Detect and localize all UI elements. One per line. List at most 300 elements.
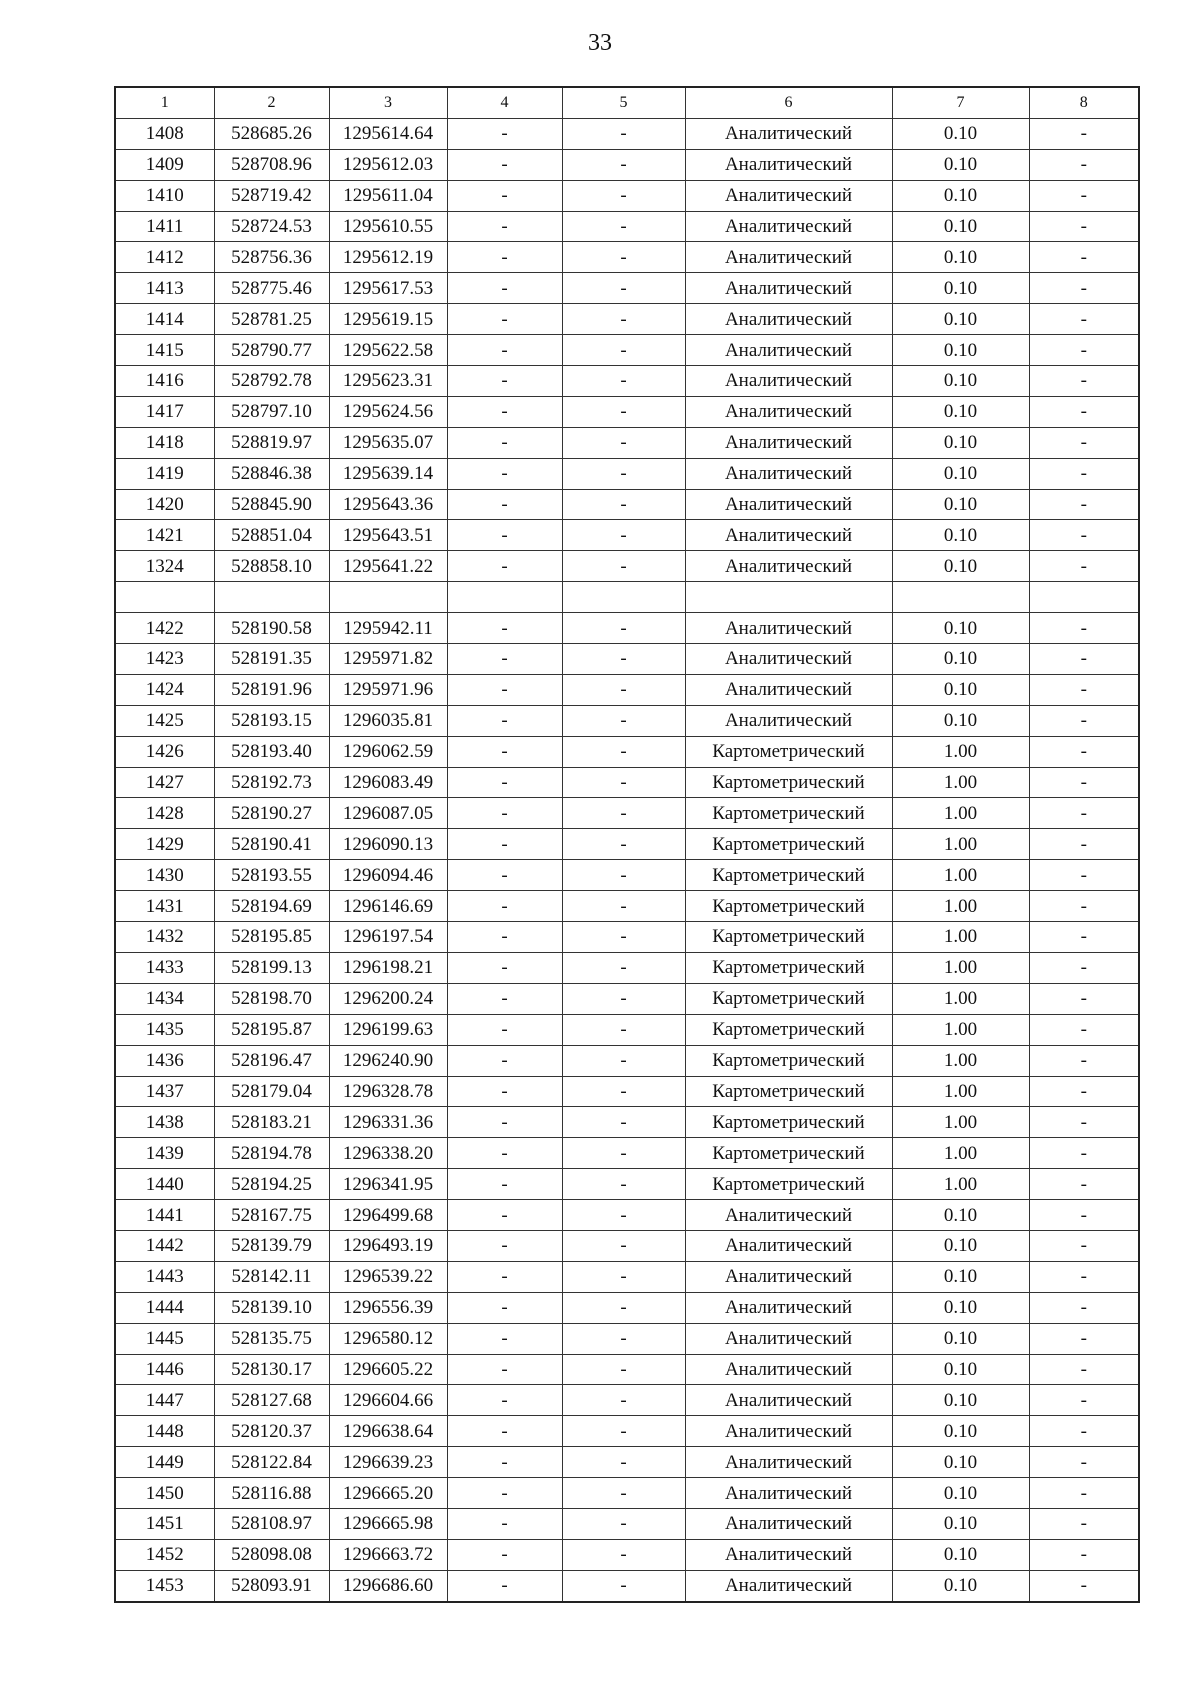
cell-col-8-value: -	[1029, 798, 1139, 829]
cell-col-5-value: -	[562, 1354, 685, 1385]
cell-col-5-value: -	[562, 1447, 685, 1478]
cell-method: Аналитический	[685, 1508, 892, 1539]
cell-x-coordinate: 528724.53	[214, 211, 329, 242]
cell-accuracy: 0.10	[892, 520, 1029, 551]
cell-col-8-value: -	[1029, 273, 1139, 304]
cell-accuracy: 0.10	[892, 273, 1029, 304]
cell-method: Картометрический	[685, 798, 892, 829]
cell-col-5-value: -	[562, 273, 685, 304]
table-row	[115, 1138, 1139, 1169]
cell-accuracy: 1.00	[892, 1014, 1029, 1045]
cell-col-4-value: -	[447, 273, 562, 304]
cell-accuracy: 0.10	[892, 1570, 1029, 1601]
cell-point-number: 1453	[115, 1570, 214, 1601]
table-row	[115, 273, 1139, 304]
cell-method: Аналитический	[685, 396, 892, 427]
cell-col-8-value: -	[1029, 1045, 1139, 1076]
cell-col-8-value: -	[1029, 705, 1139, 736]
cell-accuracy: 0.10	[892, 1354, 1029, 1385]
cell-col-5-value: -	[562, 644, 685, 675]
cell-col-5-value: -	[562, 489, 685, 520]
cell-point-number: 1447	[115, 1385, 214, 1416]
cell-x-coordinate: 528756.36	[214, 242, 329, 273]
column-header-6: 6	[685, 87, 892, 118]
cell-method: Картометрический	[685, 922, 892, 953]
cell-col-8-value: -	[1029, 1200, 1139, 1231]
cell-accuracy: 0.10	[892, 489, 1029, 520]
cell-method: Картометрический	[685, 952, 892, 983]
cell-x-coordinate	[214, 582, 329, 613]
table-row	[115, 149, 1139, 180]
cell-x-coordinate: 528775.46	[214, 273, 329, 304]
cell-accuracy: 1.00	[892, 860, 1029, 891]
table-row	[115, 1076, 1139, 1107]
cell-accuracy: 0.10	[892, 1416, 1029, 1447]
cell-accuracy: 1.00	[892, 1107, 1029, 1138]
cell-col-5-value: -	[562, 396, 685, 427]
table-row	[115, 1014, 1139, 1045]
cell-col-4-value: -	[447, 767, 562, 798]
cell-method	[685, 582, 892, 613]
cell-accuracy: 0.10	[892, 1230, 1029, 1261]
cell-col-8-value: -	[1029, 551, 1139, 582]
cell-col-5-value: -	[562, 767, 685, 798]
cell-x-coordinate: 528191.35	[214, 644, 329, 675]
cell-col-5-value: -	[562, 118, 685, 149]
cell-x-coordinate: 528193.55	[214, 860, 329, 891]
table-row	[115, 1230, 1139, 1261]
table-row	[115, 952, 1139, 983]
cell-point-number: 1449	[115, 1447, 214, 1478]
cell-col-5-value: -	[562, 335, 685, 366]
cell-accuracy: 0.10	[892, 458, 1029, 489]
cell-col-4-value: -	[447, 1076, 562, 1107]
table-row	[115, 1385, 1139, 1416]
cell-col-5-value: -	[562, 1014, 685, 1045]
cell-point-number: 1414	[115, 304, 214, 335]
cell-x-coordinate: 528851.04	[214, 520, 329, 551]
cell-x-coordinate: 528685.26	[214, 118, 329, 149]
cell-col-8-value: -	[1029, 458, 1139, 489]
cell-col-8-value: -	[1029, 1169, 1139, 1200]
cell-col-8-value: -	[1029, 1385, 1139, 1416]
cell-point-number: 1435	[115, 1014, 214, 1045]
cell-point-number: 1421	[115, 520, 214, 551]
cell-method: Аналитический	[685, 149, 892, 180]
cell-col-8-value: -	[1029, 1107, 1139, 1138]
cell-accuracy: 0.10	[892, 118, 1029, 149]
cell-x-coordinate: 528797.10	[214, 396, 329, 427]
cell-x-coordinate: 528194.25	[214, 1169, 329, 1200]
table-row	[115, 767, 1139, 798]
cell-col-5-value: -	[562, 458, 685, 489]
cell-col-5-value: -	[562, 798, 685, 829]
cell-x-coordinate: 528130.17	[214, 1354, 329, 1385]
cell-y-coordinate: 1295942.11	[329, 613, 447, 644]
cell-point-number: 1420	[115, 489, 214, 520]
cell-y-coordinate: 1296341.95	[329, 1169, 447, 1200]
cell-method: Картометрический	[685, 1076, 892, 1107]
cell-x-coordinate: 528135.75	[214, 1323, 329, 1354]
cell-point-number: 1413	[115, 273, 214, 304]
cell-y-coordinate: 1295619.15	[329, 304, 447, 335]
cell-col-5-value: -	[562, 149, 685, 180]
cell-col-8-value: -	[1029, 1416, 1139, 1447]
cell-col-5-value: -	[562, 922, 685, 953]
cell-x-coordinate: 528708.96	[214, 149, 329, 180]
cell-method: Аналитический	[685, 273, 892, 304]
table-row	[115, 1261, 1139, 1292]
cell-y-coordinate: 1295610.55	[329, 211, 447, 242]
cell-point-number: 1408	[115, 118, 214, 149]
cell-col-5-value: -	[562, 705, 685, 736]
cell-y-coordinate: 1296328.78	[329, 1076, 447, 1107]
cell-point-number: 1422	[115, 613, 214, 644]
cell-col-4-value: -	[447, 1292, 562, 1323]
cell-point-number: 1427	[115, 767, 214, 798]
table-row	[115, 520, 1139, 551]
cell-x-coordinate: 528195.87	[214, 1014, 329, 1045]
cell-col-8-value: -	[1029, 1138, 1139, 1169]
cell-y-coordinate: 1296556.39	[329, 1292, 447, 1323]
cell-accuracy: 0.10	[892, 705, 1029, 736]
cell-col-5-value	[562, 582, 685, 613]
cell-col-4-value: -	[447, 366, 562, 397]
table-row	[115, 118, 1139, 149]
cell-col-4-value: -	[447, 891, 562, 922]
cell-point-number: 1324	[115, 551, 214, 582]
cell-point-number: 1448	[115, 1416, 214, 1447]
cell-col-8-value: -	[1029, 829, 1139, 860]
cell-col-5-value: -	[562, 1138, 685, 1169]
table-row	[115, 1200, 1139, 1231]
cell-col-5-value: -	[562, 427, 685, 458]
cell-x-coordinate: 528719.42	[214, 180, 329, 211]
cell-x-coordinate: 528142.11	[214, 1261, 329, 1292]
cell-col-8-value: -	[1029, 891, 1139, 922]
cell-y-coordinate: 1296539.22	[329, 1261, 447, 1292]
cell-col-8-value: -	[1029, 520, 1139, 551]
cell-col-4-value: -	[447, 1230, 562, 1261]
cell-y-coordinate: 1295614.64	[329, 118, 447, 149]
cell-accuracy: 0.10	[892, 1539, 1029, 1570]
cell-y-coordinate: 1296493.19	[329, 1230, 447, 1261]
cell-y-coordinate: 1296197.54	[329, 922, 447, 953]
cell-method: Аналитический	[685, 366, 892, 397]
cell-accuracy: 1.00	[892, 922, 1029, 953]
cell-col-4-value: -	[447, 118, 562, 149]
table-row	[115, 1570, 1139, 1601]
cell-col-8-value: -	[1029, 1292, 1139, 1323]
cell-point-number: 1452	[115, 1539, 214, 1570]
cell-col-8-value: -	[1029, 304, 1139, 335]
column-header-8: 8	[1029, 87, 1139, 118]
cell-x-coordinate: 528194.78	[214, 1138, 329, 1169]
cell-point-number: 1426	[115, 736, 214, 767]
cell-y-coordinate: 1296090.13	[329, 829, 447, 860]
cell-accuracy: 0.10	[892, 674, 1029, 705]
cell-y-coordinate: 1296094.46	[329, 860, 447, 891]
table-row	[115, 211, 1139, 242]
cell-accuracy: 0.10	[892, 304, 1029, 335]
cell-col-5-value: -	[562, 1385, 685, 1416]
cell-method: Аналитический	[685, 1292, 892, 1323]
cell-method: Аналитический	[685, 551, 892, 582]
cell-point-number: 1442	[115, 1230, 214, 1261]
cell-y-coordinate: 1295611.04	[329, 180, 447, 211]
cell-x-coordinate: 528120.37	[214, 1416, 329, 1447]
cell-col-5-value: -	[562, 1169, 685, 1200]
cell-col-8-value: -	[1029, 489, 1139, 520]
cell-col-8-value: -	[1029, 211, 1139, 242]
cell-accuracy: 0.10	[892, 335, 1029, 366]
cell-col-5-value: -	[562, 1261, 685, 1292]
cell-col-4-value: -	[447, 952, 562, 983]
cell-col-5-value: -	[562, 829, 685, 860]
column-header-2: 2	[214, 87, 329, 118]
cell-accuracy	[892, 582, 1029, 613]
cell-col-4-value: -	[447, 1045, 562, 1076]
cell-method: Аналитический	[685, 1230, 892, 1261]
cell-y-coordinate: 1296605.22	[329, 1354, 447, 1385]
cell-x-coordinate: 528819.97	[214, 427, 329, 458]
cell-y-coordinate: 1296062.59	[329, 736, 447, 767]
cell-accuracy: 0.10	[892, 644, 1029, 675]
table-row	[115, 489, 1139, 520]
cell-y-coordinate: 1296331.36	[329, 1107, 447, 1138]
cell-col-5-value: -	[562, 1478, 685, 1509]
cell-x-coordinate: 528139.79	[214, 1230, 329, 1261]
cell-y-coordinate: 1296686.60	[329, 1570, 447, 1601]
table-row	[115, 736, 1139, 767]
cell-col-8-value: -	[1029, 1323, 1139, 1354]
cell-col-5-value: -	[562, 983, 685, 1014]
cell-col-5-value: -	[562, 891, 685, 922]
cell-col-4-value: -	[447, 674, 562, 705]
cell-x-coordinate: 528093.91	[214, 1570, 329, 1601]
cell-col-4-value: -	[447, 396, 562, 427]
cell-col-4-value: -	[447, 829, 562, 860]
cell-col-4-value: -	[447, 1200, 562, 1231]
cell-point-number: 1415	[115, 335, 214, 366]
cell-x-coordinate: 528190.41	[214, 829, 329, 860]
cell-col-8-value: -	[1029, 1230, 1139, 1261]
cell-method: Аналитический	[685, 427, 892, 458]
cell-col-5-value: -	[562, 736, 685, 767]
cell-col-4-value: -	[447, 1354, 562, 1385]
column-header-4: 4	[447, 87, 562, 118]
cell-method: Аналитический	[685, 1323, 892, 1354]
cell-col-8-value: -	[1029, 1478, 1139, 1509]
cell-y-coordinate: 1296240.90	[329, 1045, 447, 1076]
table-row	[115, 1447, 1139, 1478]
cell-x-coordinate: 528122.84	[214, 1447, 329, 1478]
cell-col-5-value: -	[562, 1539, 685, 1570]
cell-accuracy: 0.10	[892, 211, 1029, 242]
cell-point-number: 1411	[115, 211, 214, 242]
cell-col-8-value: -	[1029, 1508, 1139, 1539]
cell-method: Аналитический	[685, 1261, 892, 1292]
cell-col-4-value: -	[447, 1169, 562, 1200]
cell-y-coordinate: 1295623.31	[329, 366, 447, 397]
cell-x-coordinate: 528198.70	[214, 983, 329, 1014]
cell-col-4-value: -	[447, 1508, 562, 1539]
cell-point-number: 1409	[115, 149, 214, 180]
cell-accuracy: 1.00	[892, 1045, 1029, 1076]
cell-x-coordinate: 528199.13	[214, 952, 329, 983]
cell-y-coordinate	[329, 582, 447, 613]
table-row	[115, 1478, 1139, 1509]
cell-x-coordinate: 528196.47	[214, 1045, 329, 1076]
cell-point-number: 1439	[115, 1138, 214, 1169]
cell-y-coordinate: 1295622.58	[329, 335, 447, 366]
cell-accuracy: 0.10	[892, 551, 1029, 582]
cell-accuracy: 0.10	[892, 366, 1029, 397]
table-row	[115, 1354, 1139, 1385]
cell-accuracy: 0.10	[892, 427, 1029, 458]
cell-method: Картометрический	[685, 767, 892, 798]
cell-col-5-value: -	[562, 180, 685, 211]
cell-col-8-value: -	[1029, 860, 1139, 891]
cell-col-8-value: -	[1029, 922, 1139, 953]
cell-y-coordinate: 1296499.68	[329, 1200, 447, 1231]
cell-x-coordinate: 528139.10	[214, 1292, 329, 1323]
cell-col-4-value: -	[447, 1107, 562, 1138]
cell-col-8-value: -	[1029, 180, 1139, 211]
cell-accuracy: 1.00	[892, 1138, 1029, 1169]
table-row	[115, 922, 1139, 953]
cell-col-4-value: -	[447, 458, 562, 489]
table-row	[115, 1323, 1139, 1354]
cell-col-5-value: -	[562, 211, 685, 242]
cell-accuracy: 0.10	[892, 242, 1029, 273]
cell-method: Аналитический	[685, 1447, 892, 1478]
cell-x-coordinate: 528193.15	[214, 705, 329, 736]
cell-col-5-value: -	[562, 366, 685, 397]
cell-col-8-value: -	[1029, 1014, 1139, 1045]
cell-method: Картометрический	[685, 1107, 892, 1138]
cell-col-8-value: -	[1029, 1447, 1139, 1478]
cell-method: Аналитический	[685, 1416, 892, 1447]
cell-col-5-value: -	[562, 242, 685, 273]
table-row	[115, 1539, 1139, 1570]
cell-accuracy: 0.10	[892, 1478, 1029, 1509]
cell-x-coordinate: 528108.97	[214, 1508, 329, 1539]
cell-col-4-value: -	[447, 736, 562, 767]
table-row	[115, 427, 1139, 458]
cell-col-4-value: -	[447, 1261, 562, 1292]
table-row	[115, 860, 1139, 891]
cell-point-number: 1437	[115, 1076, 214, 1107]
cell-x-coordinate: 528858.10	[214, 551, 329, 582]
cell-x-coordinate: 528183.21	[214, 1107, 329, 1138]
cell-accuracy: 1.00	[892, 1169, 1029, 1200]
cell-y-coordinate: 1295971.96	[329, 674, 447, 705]
cell-point-number: 1410	[115, 180, 214, 211]
cell-point-number: 1431	[115, 891, 214, 922]
cell-method: Картометрический	[685, 891, 892, 922]
cell-point-number: 1450	[115, 1478, 214, 1509]
column-header-5: 5	[562, 87, 685, 118]
cell-method: Аналитический	[685, 644, 892, 675]
table-row	[115, 335, 1139, 366]
table-row	[115, 891, 1139, 922]
cell-point-number: 1445	[115, 1323, 214, 1354]
column-header-3: 3	[329, 87, 447, 118]
cell-x-coordinate: 528846.38	[214, 458, 329, 489]
table-row	[115, 1169, 1139, 1200]
cell-point-number: 1438	[115, 1107, 214, 1138]
cell-method: Картометрический	[685, 983, 892, 1014]
cell-x-coordinate: 528179.04	[214, 1076, 329, 1107]
cell-y-coordinate: 1296087.05	[329, 798, 447, 829]
cell-y-coordinate: 1296198.21	[329, 952, 447, 983]
cell-accuracy: 1.00	[892, 829, 1029, 860]
cell-method: Картометрический	[685, 1138, 892, 1169]
table-row	[115, 396, 1139, 427]
cell-accuracy: 0.10	[892, 613, 1029, 644]
cell-point-number: 1430	[115, 860, 214, 891]
cell-accuracy: 1.00	[892, 952, 1029, 983]
cell-x-coordinate: 528194.69	[214, 891, 329, 922]
cell-point-number: 1436	[115, 1045, 214, 1076]
cell-y-coordinate: 1295612.03	[329, 149, 447, 180]
column-header-1: 1	[115, 87, 214, 118]
table-row	[115, 829, 1139, 860]
cell-col-5-value: -	[562, 1570, 685, 1601]
cell-point-number: 1419	[115, 458, 214, 489]
cell-col-4-value: -	[447, 705, 562, 736]
cell-x-coordinate: 528190.58	[214, 613, 329, 644]
cell-point-number: 1429	[115, 829, 214, 860]
coordinates-table	[114, 86, 1140, 1603]
cell-method: Аналитический	[685, 1570, 892, 1601]
cell-point-number: 1440	[115, 1169, 214, 1200]
cell-y-coordinate: 1295612.19	[329, 242, 447, 273]
cell-point-number: 1444	[115, 1292, 214, 1323]
cell-method: Аналитический	[685, 458, 892, 489]
cell-col-8-value: -	[1029, 767, 1139, 798]
column-header-7: 7	[892, 87, 1029, 118]
cell-point-number: 1432	[115, 922, 214, 953]
cell-col-4-value: -	[447, 1447, 562, 1478]
cell-x-coordinate: 528193.40	[214, 736, 329, 767]
table-row	[115, 674, 1139, 705]
cell-col-4-value: -	[447, 613, 562, 644]
cell-accuracy: 0.10	[892, 180, 1029, 211]
cell-col-5-value: -	[562, 551, 685, 582]
cell-col-8-value: -	[1029, 644, 1139, 675]
cell-col-8-value: -	[1029, 427, 1139, 458]
cell-col-4-value: -	[447, 1416, 562, 1447]
cell-point-number: 1451	[115, 1508, 214, 1539]
cell-col-8-value: -	[1029, 1354, 1139, 1385]
table-row	[115, 1292, 1139, 1323]
cell-accuracy: 1.00	[892, 983, 1029, 1014]
cell-x-coordinate: 528190.27	[214, 798, 329, 829]
cell-point-number: 1418	[115, 427, 214, 458]
cell-point-number	[115, 582, 214, 613]
cell-y-coordinate: 1296146.69	[329, 891, 447, 922]
header-row	[115, 87, 1139, 118]
cell-method: Аналитический	[685, 304, 892, 335]
cell-y-coordinate: 1296665.98	[329, 1508, 447, 1539]
cell-col-4-value: -	[447, 304, 562, 335]
cell-y-coordinate: 1295624.56	[329, 396, 447, 427]
table-row	[115, 798, 1139, 829]
cell-y-coordinate: 1295971.82	[329, 644, 447, 675]
cell-accuracy: 0.10	[892, 1385, 1029, 1416]
